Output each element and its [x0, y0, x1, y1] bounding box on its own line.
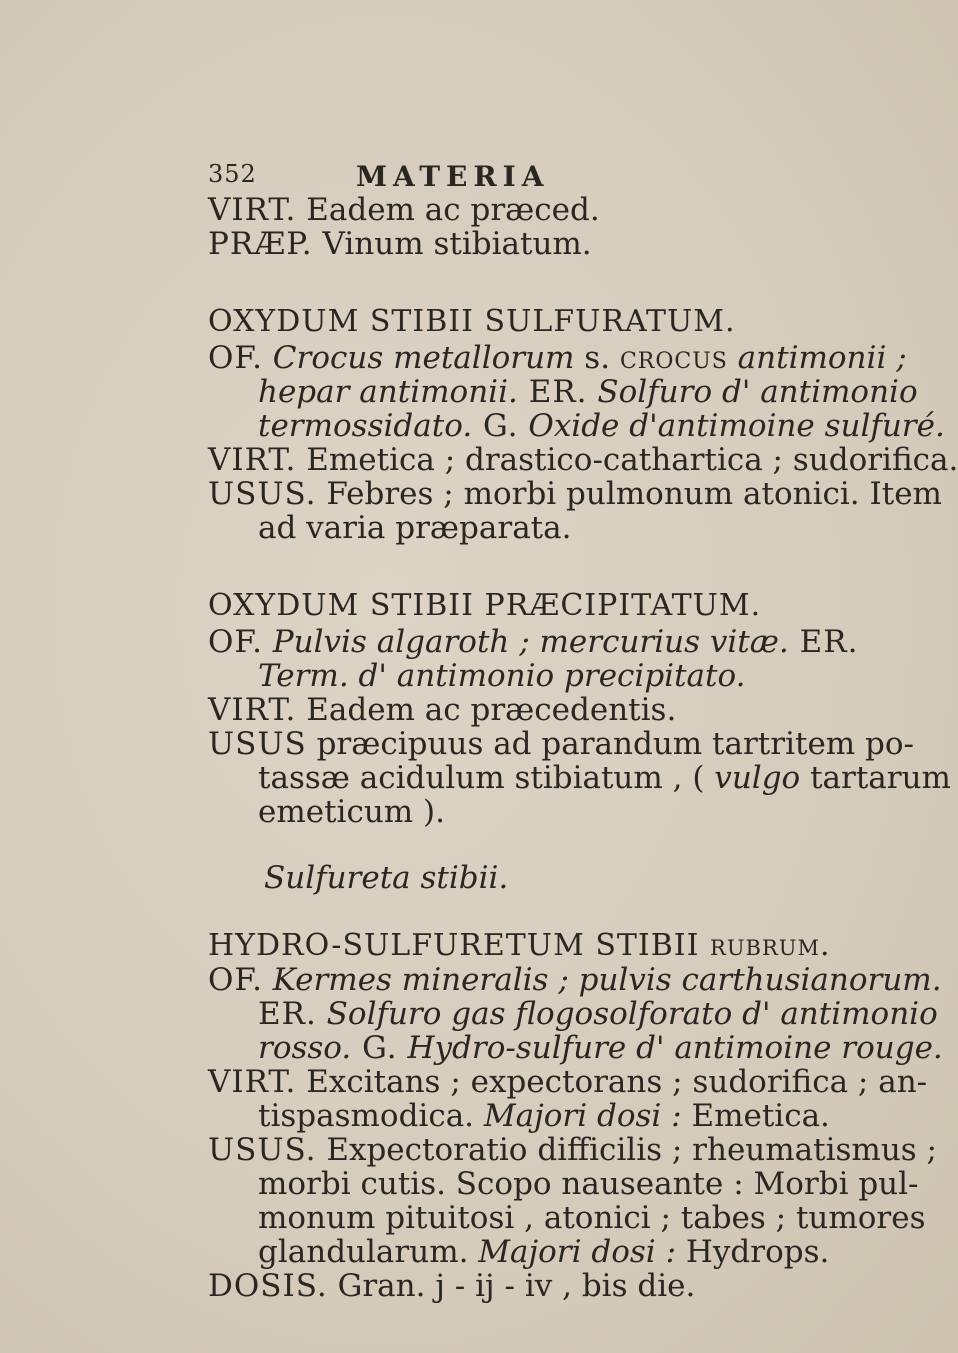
s2-of-line-1: OF. Pulvis algaroth ; mercurius vitæ. ER. — [208, 624, 859, 660]
s1-of-line-3: termossidato. G. Oxide d'antimoine sulfuré. — [258, 408, 945, 444]
s2-virt-line: VIRT. Eadem ac præcedentis. — [208, 692, 677, 728]
s3-virt-line-1: VIRT. Excitans ; expectorans ; sudorifica ; an- — [208, 1064, 928, 1100]
s3-usus-line-3: monum pituitosi , atonici ; tabes ; tumores — [258, 1200, 926, 1236]
praep-line: PRÆP. Vinum stibiatum. — [208, 226, 592, 262]
virt-line-1: VIRT. Eadem ac præced. — [208, 192, 600, 228]
section-title-oxydum-praecipitatum: OXYDUM STIBII PRÆCIPITATUM. — [208, 588, 762, 623]
s2-usus-line-2: tassæ acidulum stibiatum , ( vulgo tartarum — [258, 760, 951, 796]
page-number: 352 — [208, 160, 257, 188]
s1-virt-line: VIRT. Emetica ; drastico-cathartica ; sudorifica. — [208, 442, 958, 478]
s3-dosis-line: DOSIS. Gran. j - ij - iv , bis die. — [208, 1268, 696, 1304]
s3-virt-line-2: tispasmodica. Majori dosi : Emetica. — [258, 1098, 830, 1134]
s2-of-line-2: Term. d' antimonio precipitato. — [258, 658, 746, 694]
s3-of-line-3: rosso. G. Hydro-sulfure d' antimoine rouge. — [258, 1030, 943, 1066]
section-title-oxydum-sulfuratum: OXYDUM STIBII SULFURATUM. — [208, 304, 736, 339]
s3-of-line-1: OF. Kermes mineralis ; pulvis carthusianorum. — [208, 962, 942, 998]
s1-of-line-1: OF. Crocus metallorum s. crocus antimonii ; — [208, 340, 907, 376]
s3-usus-line-4: glandularum. Majori dosi : Hydrops. — [258, 1234, 830, 1270]
s1-usus-line-1: USUS. Febres ; morbi pulmonum atonici. Item — [208, 476, 942, 512]
s1-usus-line-2: ad varia præparata. — [258, 510, 572, 546]
s2-usus-line-3: emeticum ). — [258, 794, 445, 830]
s3-usus-line-1: USUS. Expectoratio difficilis ; rheumatismus ; — [208, 1132, 937, 1168]
s1-of-line-2: hepar antimonii. ER. Solfuro d' antimonio — [258, 374, 918, 410]
s3-usus-line-2: morbi cutis. Scopo nauseante : Morbi pul- — [258, 1166, 919, 1202]
section-title-hydro-sulfuretum: HYDRO-SULFURETUM STIBII rubrum. — [208, 928, 831, 963]
s3-of-line-2: ER. Solfuro gas flogosolforato d' antimonio — [258, 996, 938, 1032]
sub-heading: Sulfureta stibii. — [264, 860, 509, 896]
running-title: MATERIA — [356, 160, 550, 193]
s2-usus-line-1: USUS præcipuus ad parandum tartritem po- — [208, 726, 915, 762]
page-header — [208, 160, 588, 194]
